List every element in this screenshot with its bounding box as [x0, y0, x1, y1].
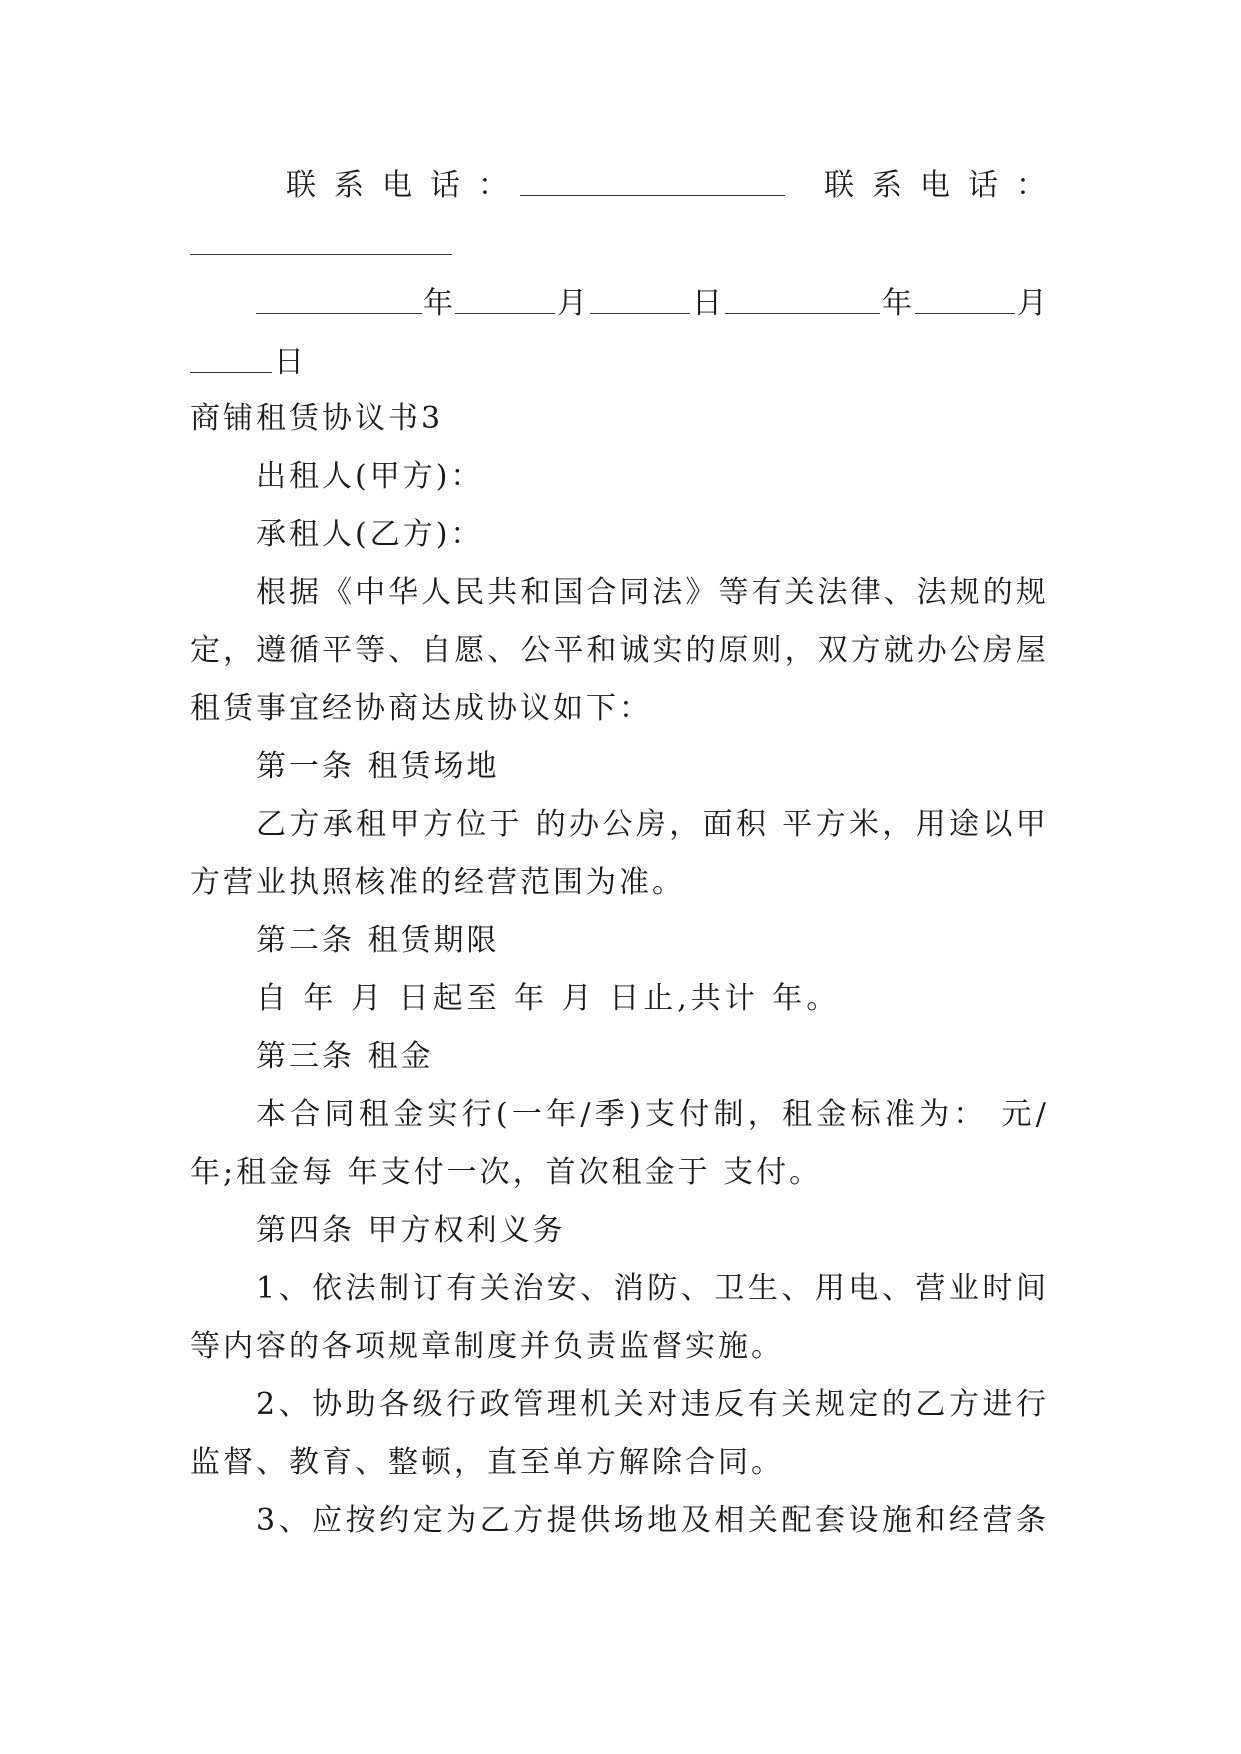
contact-phone-label-right: 联系电话：: [824, 168, 1064, 203]
article-1-title: 第一条 租赁场地: [256, 749, 500, 784]
article-2-line-1: 自 年 月 日起至 年 月 日止,共计 年。: [256, 981, 841, 1016]
article-3-title: 第三条 租金: [256, 1039, 434, 1074]
date-day-blank-2: [190, 372, 272, 373]
date-month-label-1: 月: [557, 286, 587, 321]
lessor-line: 出租人(甲方)：: [256, 459, 484, 494]
article-4-item-2-line-2: 监督、教育、整顿，直至单方解除合同。: [190, 1445, 784, 1480]
date-day-label-1: 日: [692, 286, 722, 321]
contact-phone-blank-left: [520, 195, 785, 196]
date-month-blank-2: [915, 313, 1015, 314]
preamble-line-3: 租赁事宜经协商达成协议如下：: [190, 691, 652, 726]
date-year-label-2: 年: [882, 286, 912, 321]
article-3-line-1: 本 合 同 租 金 实 行 ( 一 年 / 季 ) 支 付 制 ， 租 金 标 准 为 ： 元 /: [256, 1097, 1046, 1132]
article-4-item-1-line-2: 等内容的各项规章制度并负责监督实施。: [190, 1329, 784, 1364]
article-4-item-1-line-1: 1 、 依 法 制 订 有 关 治 安 、 消 防 、 卫 生 、 用 电 、 营 业 时 间: [256, 1271, 1046, 1306]
article-2-title: 第二条 租赁期限: [256, 923, 500, 958]
date-month-label-2: 月: [1017, 286, 1047, 321]
date-day-label-2: 日: [274, 345, 304, 380]
date-year-blank-1: [256, 313, 422, 314]
lessee-line: 承租人(乙方)：: [256, 517, 484, 552]
article-3-line-2: 年;租金每 年支付一次，首次租金于 支付。: [190, 1155, 823, 1190]
document-title: 商铺租赁协议书3: [190, 401, 444, 436]
article-1-line-1: 乙 方 承 租 甲 方 位 于 的 办 公 房 ， 面 积 平 方 米 ， 用 途 以 甲: [256, 807, 1046, 842]
article-4-item-2-line-1: 2 、 协 助 各 级 行 政 管 理 机 关 对 违 反 有 关 规 定 的 乙 方 进 行: [256, 1387, 1046, 1422]
preamble-line-2: 定 ， 遵 循 平 等 、 自 愿 、 公 平 和 诚 实 的 原 则 ， 双 方 就 办 公 房 屋: [190, 633, 1046, 668]
date-year-blank-2: [725, 313, 880, 314]
date-year-label-1: 年: [423, 286, 453, 321]
date-day-blank-1: [590, 313, 690, 314]
contact-phone-blank-right: [190, 254, 452, 255]
article-4-title: 第四条 甲方权利义务: [256, 1213, 566, 1248]
date-month-blank-1: [455, 313, 555, 314]
article-1-line-2: 方营业执照核准的经营范围为准。: [190, 865, 685, 900]
preamble-line-1: 根 据 《 中 华 人 民 共 和 国 合 同 法 》 等 有 关 法 律 、 法 规 的 规: [256, 575, 1046, 610]
contact-phone-label-left: 联系电话：: [286, 168, 526, 203]
article-4-item-3-line-1: 3 、 应 按 约 定 为 乙 方 提 供 场 地 及 相 关 配 套 设 施 和 经 营 条: [256, 1503, 1046, 1538]
